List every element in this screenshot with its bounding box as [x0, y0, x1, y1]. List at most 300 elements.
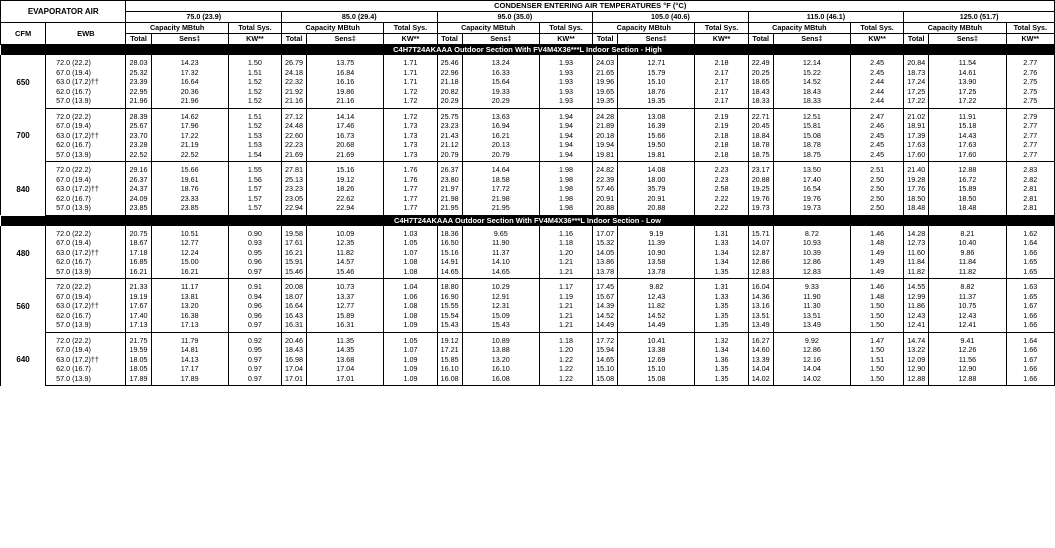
- sensible-capacity-value: 17.13: [151, 320, 228, 332]
- ewb-value: 63.0 (17.2)††: [46, 184, 126, 194]
- sensible-capacity-value: 18.76: [618, 87, 695, 97]
- total-capacity-value: 14.49: [593, 320, 618, 332]
- sensible-capacity-value: 16.84: [307, 68, 384, 78]
- sensible-capacity-value: 19.50: [618, 140, 695, 150]
- total-capacity-value: 18.80: [437, 279, 462, 292]
- ewb-value: 62.0 (16.7): [46, 194, 126, 204]
- sensible-capacity-value: 16.94: [462, 121, 539, 131]
- system-kw-value: 1.57: [228, 194, 281, 204]
- total-capacity-value: 13.86: [593, 257, 618, 267]
- sensible-capacity-value: 17.89: [151, 374, 228, 386]
- total-capacity-value: 13.49: [748, 320, 773, 332]
- system-kw-value: 1.76: [384, 162, 437, 175]
- ewb-value: 62.0 (16.7): [46, 87, 126, 97]
- total-capacity-value: 23.23: [437, 121, 462, 131]
- total-capacity-value: 25.13: [282, 175, 307, 185]
- total-capacity-value: 14.55: [904, 279, 929, 292]
- system-kw-value: 1.22: [539, 364, 592, 374]
- sensible-capacity-value: 13.78: [618, 267, 695, 279]
- system-kw-value: 1.32: [695, 332, 748, 345]
- total-capacity-value: 21.16: [282, 96, 307, 108]
- total-capacity-value: 12.83: [748, 267, 773, 279]
- condenser-temperature-heading: CONDENSER ENTERING AIR TEMPERATURES °F (°C): [126, 1, 1055, 12]
- system-kw-value: 2.18: [695, 150, 748, 162]
- sensible-capacity-value: 11.54: [929, 55, 1006, 68]
- system-kw-value: 1.76: [384, 175, 437, 185]
- ewb-value: 62.0 (16.7): [46, 311, 126, 321]
- sensible-capacity-value: 12.83: [773, 267, 850, 279]
- system-kw-value: 0.97: [228, 320, 281, 332]
- sensible-capacity-value: 13.90: [929, 77, 1006, 87]
- system-kw-value: 1.52: [228, 121, 281, 131]
- system-kw-value: 1.48: [851, 238, 904, 248]
- sensible-capacity-value: 12.35: [307, 238, 384, 248]
- system-kw-value: 1.72: [384, 87, 437, 97]
- table-row: [1, 140, 1055, 150]
- total-capacity-value: 13.78: [593, 267, 618, 279]
- system-kw-value: 1.67: [1006, 301, 1054, 311]
- sensible-capacity-value: 20.88: [618, 203, 695, 215]
- table-row: [1, 257, 1055, 267]
- ewb-value: 57.0 (13.9): [46, 320, 126, 332]
- table-row: [1, 77, 1055, 87]
- cfm-value: 640: [1, 332, 46, 386]
- sensible-capacity-value: 12.86: [773, 257, 850, 267]
- total-capacity-value: 21.96: [126, 96, 151, 108]
- system-kw-value: 2.22: [695, 194, 748, 204]
- system-kw-value: 0.97: [228, 374, 281, 386]
- total-capacity-value: 19.76: [748, 194, 773, 204]
- sensible-capacity-value: 18.33: [773, 96, 850, 108]
- sensible-capacity-value: 19.81: [618, 150, 695, 162]
- system-kw-value: 1.17: [539, 279, 592, 292]
- table-row: [1, 320, 1055, 332]
- temperature-heading: 95.0 (35.0): [437, 12, 593, 23]
- system-kw-value: 1.73: [384, 121, 437, 131]
- total-capacity-value: 17.25: [904, 87, 929, 97]
- sensible-capacity-value: 18.43: [773, 87, 850, 97]
- system-kw-value: 2.44: [851, 96, 904, 108]
- total-capacity-value: 20.79: [437, 150, 462, 162]
- system-kw-value: 1.54: [228, 150, 281, 162]
- ewb-value: 67.0 (19.4): [46, 345, 126, 355]
- table-row: [1, 332, 1055, 345]
- system-kw-value: 1.21: [539, 267, 592, 279]
- system-kw-value: 1.50: [851, 374, 904, 386]
- total-capacity-value: 22.95: [126, 87, 151, 97]
- sensible-capacity-value: 19.61: [151, 175, 228, 185]
- sensible-capacity-value: 11.79: [151, 332, 228, 345]
- total-capacity-value: 14.36: [748, 292, 773, 302]
- system-kw-value: 0.92: [228, 332, 281, 345]
- system-kw-value: 1.77: [384, 203, 437, 215]
- kw-heading: KW**: [384, 34, 437, 45]
- ewb-value: 67.0 (19.4): [46, 292, 126, 302]
- total-capacity-value: 14.52: [593, 311, 618, 321]
- system-kw-value: 2.19: [695, 121, 748, 131]
- sensible-capacity-value: 9.33: [773, 279, 850, 292]
- system-kw-value: 1.09: [384, 355, 437, 365]
- total-capacity-value: 15.46: [282, 267, 307, 279]
- total-capacity-value: 26.37: [126, 175, 151, 185]
- ewb-heading: EWB: [46, 23, 126, 45]
- system-kw-value: 1.16: [539, 226, 592, 239]
- ewb-value: 62.0 (16.7): [46, 140, 126, 150]
- ewb-value: 72.0 (22.2): [46, 226, 126, 239]
- sensible-capacity-value: 15.10: [618, 364, 695, 374]
- total-capacity-value: 19.25: [748, 184, 773, 194]
- total-capacity-value: 17.13: [126, 320, 151, 332]
- evaporator-air-heading: EVAPORATOR AIR: [1, 1, 126, 23]
- sensible-capacity-value: 18.75: [773, 150, 850, 162]
- system-kw-value: 1.50: [228, 55, 281, 68]
- system-kw-value: 1.98: [539, 203, 592, 215]
- total-heading: Total: [282, 34, 307, 45]
- sensible-capacity-value: 8.21: [929, 226, 1006, 239]
- system-kw-value: 1.94: [539, 140, 592, 150]
- sensible-capacity-value: 13.68: [307, 355, 384, 365]
- total-capacity-value: 16.85: [126, 257, 151, 267]
- system-kw-value: 1.64: [1006, 238, 1054, 248]
- total-capacity-value: 22.71: [748, 108, 773, 121]
- kw-heading: KW**: [228, 34, 281, 45]
- sensible-capacity-value: 12.86: [773, 345, 850, 355]
- total-capacity-value: 14.74: [904, 332, 929, 345]
- total-capacity-value: 12.41: [904, 320, 929, 332]
- total-capacity-value: 20.08: [282, 279, 307, 292]
- system-kw-value: 2.45: [851, 131, 904, 141]
- sensible-capacity-value: 16.10: [462, 364, 539, 374]
- cfm-value: 480: [1, 226, 46, 279]
- kw-heading: KW**: [695, 34, 748, 45]
- total-capacity-value: 18.36: [437, 226, 462, 239]
- total-capacity-value: 21.97: [437, 184, 462, 194]
- system-kw-value: 2.77: [1006, 55, 1054, 68]
- sensible-capacity-value: 17.96: [151, 121, 228, 131]
- system-kw-value: 1.33: [695, 238, 748, 248]
- total-capacity-value: 20.82: [437, 87, 462, 97]
- sensible-capacity-value: 14.13: [151, 355, 228, 365]
- total-sys-heading: Total Sys.: [851, 23, 904, 34]
- total-capacity-value: 21.40: [904, 162, 929, 175]
- system-kw-value: 1.67: [1006, 355, 1054, 365]
- sensible-capacity-value: 12.26: [929, 345, 1006, 355]
- sensible-capacity-value: 19.73: [773, 203, 850, 215]
- system-kw-value: 1.08: [384, 301, 437, 311]
- system-kw-value: 1.21: [539, 311, 592, 321]
- sens-heading: Sens‡: [151, 34, 228, 45]
- temperature-heading: 85.0 (29.4): [282, 12, 438, 23]
- system-kw-value: 1.35: [695, 301, 748, 311]
- system-kw-value: 1.49: [851, 257, 904, 267]
- total-capacity-value: 11.82: [904, 267, 929, 279]
- system-kw-value: 0.96: [228, 257, 281, 267]
- total-capacity-value: 19.81: [593, 150, 618, 162]
- ewb-value: 63.0 (17.2)††: [46, 131, 126, 141]
- temperature-heading: 125.0 (51.7): [904, 12, 1055, 23]
- sensible-capacity-value: 14.64: [462, 162, 539, 175]
- sensible-capacity-value: 14.23: [151, 55, 228, 68]
- sensible-capacity-value: 13.24: [462, 55, 539, 68]
- sensible-capacity-value: 14.43: [929, 131, 1006, 141]
- sensible-capacity-value: 11.82: [929, 267, 1006, 279]
- system-kw-value: 0.97: [228, 364, 281, 374]
- total-capacity-value: 21.75: [126, 332, 151, 345]
- ewb-value: 57.0 (13.9): [46, 150, 126, 162]
- sensible-capacity-value: 11.30: [773, 301, 850, 311]
- sensible-capacity-value: 14.65: [462, 267, 539, 279]
- system-kw-value: 1.77: [384, 194, 437, 204]
- total-capacity-value: 20.18: [593, 131, 618, 141]
- total-capacity-value: 25.46: [437, 55, 462, 68]
- total-capacity-value: 14.65: [593, 355, 618, 365]
- total-capacity-value: 14.65: [437, 267, 462, 279]
- sensible-capacity-value: 21.69: [307, 150, 384, 162]
- sensible-capacity-value: 8.82: [929, 279, 1006, 292]
- cfm-value: 700: [1, 108, 46, 162]
- sensible-capacity-value: 16.21: [151, 267, 228, 279]
- system-kw-value: 1.07: [384, 248, 437, 258]
- sensible-capacity-value: 11.35: [307, 332, 384, 345]
- table-row: [1, 301, 1055, 311]
- sensible-capacity-value: 18.78: [773, 140, 850, 150]
- sens-heading: Sens‡: [307, 34, 384, 45]
- system-kw-value: 1.52: [228, 77, 281, 87]
- system-kw-value: 1.35: [695, 374, 748, 386]
- total-capacity-value: 27.81: [282, 162, 307, 175]
- total-capacity-value: 16.43: [282, 311, 307, 321]
- system-kw-value: 2.81: [1006, 184, 1054, 194]
- sensible-capacity-value: 21.96: [151, 96, 228, 108]
- sensible-capacity-value: 10.89: [462, 332, 539, 345]
- sensible-capacity-value: 11.90: [462, 238, 539, 248]
- table-row: [1, 162, 1055, 175]
- sensible-capacity-value: 17.60: [929, 150, 1006, 162]
- sensible-capacity-value: 12.14: [773, 55, 850, 68]
- sensible-capacity-value: 14.02: [773, 374, 850, 386]
- system-kw-value: 1.52: [228, 96, 281, 108]
- sensible-capacity-value: 16.33: [462, 68, 539, 78]
- system-kw-value: 1.72: [384, 108, 437, 121]
- total-capacity-value: 20.88: [593, 203, 618, 215]
- sensible-capacity-value: 18.50: [929, 194, 1006, 204]
- sensible-capacity-value: 16.54: [773, 184, 850, 194]
- sensible-capacity-value: 10.41: [618, 332, 695, 345]
- sensible-capacity-value: 12.77: [307, 301, 384, 311]
- total-capacity-value: 23.28: [126, 140, 151, 150]
- total-capacity-value: 20.29: [437, 96, 462, 108]
- sensible-capacity-value: 9.41: [929, 332, 1006, 345]
- system-kw-value: 2.18: [695, 140, 748, 150]
- system-kw-value: 0.97: [228, 355, 281, 365]
- ewb-value: 62.0 (16.7): [46, 364, 126, 374]
- sensible-capacity-value: 16.72: [929, 175, 1006, 185]
- total-capacity-value: 20.46: [282, 332, 307, 345]
- sensible-capacity-value: 20.91: [618, 194, 695, 204]
- system-kw-value: 1.34: [695, 248, 748, 258]
- system-kw-value: 1.50: [851, 301, 904, 311]
- total-capacity-value: 16.27: [748, 332, 773, 345]
- total-capacity-value: 19.94: [593, 140, 618, 150]
- sensible-capacity-value: 13.50: [773, 162, 850, 175]
- sensible-capacity-value: 16.73: [307, 131, 384, 141]
- system-kw-value: 0.95: [228, 248, 281, 258]
- system-kw-value: 1.51: [228, 68, 281, 78]
- ewb-value: 63.0 (17.2)††: [46, 248, 126, 258]
- total-capacity-value: 19.73: [748, 203, 773, 215]
- system-kw-value: 1.98: [539, 184, 592, 194]
- sensible-capacity-value: 11.90: [773, 292, 850, 302]
- total-capacity-value: 28.03: [126, 55, 151, 68]
- total-capacity-value: 15.71: [748, 226, 773, 239]
- sensible-capacity-value: 14.62: [151, 108, 228, 121]
- sensible-capacity-value: 12.43: [929, 311, 1006, 321]
- sensible-capacity-value: 10.73: [307, 279, 384, 292]
- system-kw-value: 2.18: [695, 55, 748, 68]
- system-kw-value: 1.09: [384, 374, 437, 386]
- sensible-capacity-value: 18.00: [618, 175, 695, 185]
- sensible-capacity-value: 18.76: [151, 184, 228, 194]
- system-kw-value: 2.17: [695, 96, 748, 108]
- total-capacity-value: 11.84: [904, 257, 929, 267]
- table-row: [1, 311, 1055, 321]
- total-capacity-value: 15.16: [437, 248, 462, 258]
- sensible-capacity-value: 20.29: [462, 96, 539, 108]
- system-kw-value: 2.45: [851, 140, 904, 150]
- system-kw-value: 1.93: [539, 96, 592, 108]
- ewb-value: 57.0 (13.9): [46, 267, 126, 279]
- sensible-capacity-value: 15.64: [462, 77, 539, 87]
- system-kw-value: 1.35: [695, 320, 748, 332]
- table-header: [1, 1, 1055, 45]
- total-capacity-value: 18.67: [126, 238, 151, 248]
- sensible-capacity-value: 17.17: [151, 364, 228, 374]
- cfm-heading: CFM: [1, 23, 46, 45]
- system-kw-value: 2.47: [851, 108, 904, 121]
- sensible-capacity-value: 15.18: [929, 121, 1006, 131]
- table-row: [1, 345, 1055, 355]
- table-row: [1, 96, 1055, 108]
- total-capacity-value: 27.12: [282, 108, 307, 121]
- system-kw-value: 0.96: [228, 301, 281, 311]
- total-capacity-value: 17.39: [904, 131, 929, 141]
- sensible-capacity-value: 19.33: [462, 87, 539, 97]
- system-kw-value: 2.23: [695, 162, 748, 175]
- system-kw-value: 0.90: [228, 226, 281, 239]
- ewb-value: 57.0 (13.9): [46, 374, 126, 386]
- sensible-capacity-value: 21.95: [462, 203, 539, 215]
- table-row: [1, 374, 1055, 386]
- sensible-capacity-value: 19.12: [307, 175, 384, 185]
- sensible-capacity-value: 13.37: [307, 292, 384, 302]
- system-kw-value: 2.77: [1006, 121, 1054, 131]
- system-kw-value: 0.96: [228, 311, 281, 321]
- system-kw-value: 1.31: [695, 279, 748, 292]
- cfm-value: 840: [1, 162, 46, 216]
- sensible-capacity-value: 10.51: [151, 226, 228, 239]
- sensible-capacity-value: 12.88: [929, 374, 1006, 386]
- sensible-capacity-value: 11.91: [929, 108, 1006, 121]
- total-capacity-value: 18.48: [904, 203, 929, 215]
- system-kw-value: 2.18: [695, 131, 748, 141]
- sensible-capacity-value: 17.04: [307, 364, 384, 374]
- total-capacity-value: 21.89: [593, 121, 618, 131]
- system-kw-value: 1.64: [1006, 332, 1054, 345]
- system-kw-value: 2.77: [1006, 131, 1054, 141]
- ewb-value: 72.0 (22.2): [46, 162, 126, 175]
- total-capacity-value: 15.85: [437, 355, 462, 365]
- total-capacity-value: 18.91: [904, 121, 929, 131]
- sensible-capacity-value: 17.46: [307, 121, 384, 131]
- system-kw-value: 2.45: [851, 55, 904, 68]
- total-capacity-value: 12.86: [748, 257, 773, 267]
- system-kw-value: 1.77: [384, 184, 437, 194]
- system-kw-value: 2.45: [851, 150, 904, 162]
- system-kw-value: 2.75: [1006, 96, 1054, 108]
- sensible-capacity-value: 15.22: [773, 68, 850, 78]
- total-capacity-value: 17.22: [904, 96, 929, 108]
- total-capacity-value: 24.48: [282, 121, 307, 131]
- sensible-capacity-value: 15.66: [151, 162, 228, 175]
- sensible-capacity-value: 11.17: [151, 279, 228, 292]
- system-kw-value: 1.33: [695, 292, 748, 302]
- total-capacity-value: 19.58: [282, 226, 307, 239]
- total-capacity-value: 16.64: [282, 301, 307, 311]
- total-capacity-value: 21.95: [437, 203, 462, 215]
- table-row: [1, 292, 1055, 302]
- sensible-capacity-value: 12.24: [151, 248, 228, 258]
- sensible-capacity-value: 19.86: [307, 87, 384, 97]
- sensible-capacity-value: 13.08: [618, 108, 695, 121]
- system-kw-value: 1.50: [851, 311, 904, 321]
- sensible-capacity-value: 13.58: [618, 257, 695, 267]
- ewb-value: 57.0 (13.9): [46, 203, 126, 215]
- sensible-capacity-value: 21.98: [462, 194, 539, 204]
- total-capacity-value: 15.32: [593, 238, 618, 248]
- table-row: [1, 68, 1055, 78]
- section-title: C4H7T24AKAAA Outdoor Section With FV4M4X36***L Indoor Section - Low: [1, 215, 1055, 226]
- system-kw-value: 1.53: [228, 131, 281, 141]
- system-kw-value: 2.75: [1006, 77, 1054, 87]
- sensible-capacity-value: 17.22: [151, 131, 228, 141]
- total-capacity-value: 16.21: [126, 267, 151, 279]
- sensible-capacity-value: 16.21: [462, 131, 539, 141]
- system-kw-value: 1.35: [695, 364, 748, 374]
- total-capacity-value: 21.43: [437, 131, 462, 141]
- system-kw-value: 2.79: [1006, 108, 1054, 121]
- table-row: [1, 55, 1055, 68]
- sensible-capacity-value: 12.77: [151, 238, 228, 248]
- total-capacity-value: 20.25: [748, 68, 773, 78]
- total-capacity-value: 17.45: [593, 279, 618, 292]
- ewb-value: 72.0 (22.2): [46, 108, 126, 121]
- sensible-capacity-value: 17.32: [151, 68, 228, 78]
- total-capacity-value: 16.50: [437, 238, 462, 248]
- total-capacity-value: 22.96: [437, 68, 462, 78]
- total-capacity-value: 17.04: [282, 364, 307, 374]
- total-capacity-value: 15.54: [437, 311, 462, 321]
- sensible-capacity-value: 12.41: [929, 320, 1006, 332]
- total-capacity-value: 14.39: [593, 301, 618, 311]
- sensible-capacity-value: 23.33: [151, 194, 228, 204]
- system-kw-value: 1.08: [384, 257, 437, 267]
- system-kw-value: 1.53: [228, 140, 281, 150]
- system-kw-value: 1.34: [695, 345, 748, 355]
- system-kw-value: 1.50: [851, 345, 904, 355]
- ewb-value: 57.0 (13.9): [46, 96, 126, 108]
- system-kw-value: 1.48: [851, 292, 904, 302]
- sensible-capacity-value: 10.40: [929, 238, 1006, 248]
